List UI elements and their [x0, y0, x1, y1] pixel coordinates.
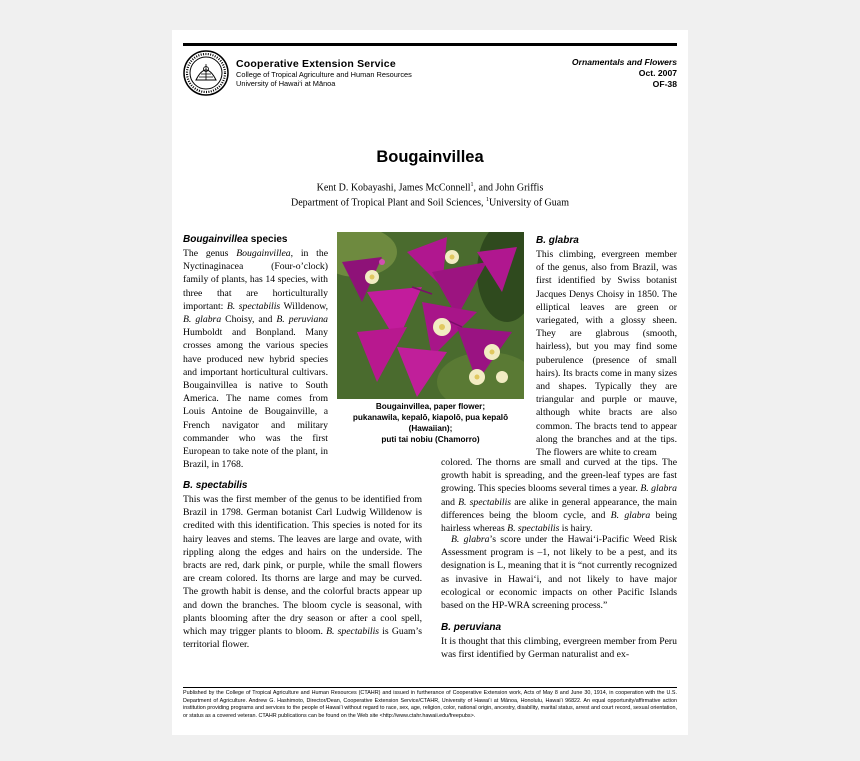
- author-names: Kent D. Kobayashi, James McConnell$^1$, and John Griffis: [316, 182, 544, 194]
- heading-spectabilis: B. spectabilis: [183, 480, 248, 491]
- series-category: Ornamentals and Flowers: [571, 57, 677, 67]
- author-affiliations: Department of Tropical Plant and Soil Sciences, $^1$University of Guam: [291, 197, 569, 209]
- organization-university: University of Hawai‘i at Mānoa: [236, 79, 336, 88]
- organization-name: Cooperative Extension Service: [236, 58, 396, 70]
- organization-college: College of Tropical Agriculture and Human Resources: [236, 70, 412, 79]
- bougainvillea-photo: [337, 232, 524, 399]
- series-date: Oct. 2007: [638, 68, 677, 78]
- heading-peruviana: B. peruviana: [441, 622, 502, 633]
- spectabilis-paragraph: This was the first member of the genus to be identified from Brazil in 1798. German botanist Carl Ludwig Willdenow is credited with this identification. This species is noted for its hairy leaves and stems. The leaves are large and ovate, with rippling along the edges and hairs on the underside. The bracts are red, dark pink, or purple, while the small flowers are cream colored. Its thorns are large and may be curved. The growth habit is dense, and the colorful bracts appear up and down the branches. The bloom cycle is seasonal, with plants blooming after the dry season or after a cool spell, which may trigger plants to bloom. B. spectabilis is Guam’s territorial flower.: [183, 494, 422, 651]
- heading-species: Bougainvillea species: [183, 234, 288, 245]
- flower-illustration: [337, 232, 524, 399]
- glabra-paragraph-2: B. glabra’s score under the Hawai‘i-Pacific Weed Risk Assessment program is –1, not likely to be a pest, and its designation is L, meaning that it is “not currently recognized as invasive in Hawai‘i, and not likely to have major ecological or economic impacts on other Pacific Islands based on the HP-WRA screening process.”: [441, 534, 677, 612]
- organization-block: [236, 58, 412, 88]
- publication-footer: Published by the College of Tropical Agriculture and Human Resources (CTAHR) and issued in furtherance of Cooperative Extension work, Acts of May 8 and June 30, 1914, in cooperation with the U.S. Department of Agriculture. Andrew G. Hashimoto, Director/Dean, Cooperative Extension Service/CTAHR, University of Hawai‘i at Mānoa, Honolulu, Hawai‘i 96822. An equal opportunity/affirmative action institution providing programs and services to the people of Hawai‘i without regard to race, sex, age, religion, color, national origin, ancestry, disability, marital status, arrest and court record, sexual orientation, or status as a covered veteran. CTAHR publications can be found on the Web site <http://www.ctahr.hawaii.edu/freepubs>.: [183, 690, 677, 720]
- document-title: Bougainvillea: [376, 148, 484, 166]
- glabra-paragraph-1a: This climbing, evergreen member of the genus, also from Brazil, was first identified by Swiss botanist Jacques Denys Choisy in 1850. The elliptical leaves are green or variegated, with a glossy sheen. They are glabrous (smooth, hairless), but you may find some puberulence (presence of small hairs). Its bracts come in many sizes and shapes. Typically they are triangular and purple or mauve, although white bracts are also common. The bracts tend to appear along the branches and at the tips. The flowers are white to cream: [536, 249, 677, 459]
- series-info: [572, 57, 677, 90]
- heading-glabra: B. glabra: [536, 235, 579, 246]
- series-code: OF-38: [652, 79, 677, 89]
- footer-rule: [183, 687, 677, 688]
- authors-block: [183, 179, 677, 210]
- photo-caption: Bougainvillea, paper flower; pukanawila, kepalō, kiapolō, pua kepalō (Hawaiian); puti tai nobiu (Chamorro): [352, 402, 509, 444]
- peruviana-paragraph: It is thought that this climbing, evergreen member from Peru was first identified by German naturalist and ex-: [441, 636, 677, 661]
- species-paragraph: The genus Bougainvillea, in the Nyctinaginacea (Four-o’clock) family of plants, has 14 species, with three that are horticulturally important: B. spectabilis Willdenow, B. glabra Choisy, and B. peruviana Humboldt and Bonpland. Many crosses among the various species have produced new hybrid species and important horticultural cultivars. Bougainvillea is native to South America. The name comes from Louis Antoine de Bougainville, a French navigator and military commander who was the first European to take note of the plant, in Brazil, in 1768.: [183, 248, 329, 471]
- header-rule: [183, 43, 677, 46]
- glabra-paragraph-1b: colored. The thorns are small and curved at the tips. The growth habit is spreading, and the green-leaf types are fast growing. This species blooms several times a year. B. glabra and B. spectabilis are alike in general appearance, the main differences being the bloom cycle, and B. glabra being hairless whereas B. spectabilis is hairy.: [441, 457, 678, 535]
- university-seal-icon: [183, 50, 229, 96]
